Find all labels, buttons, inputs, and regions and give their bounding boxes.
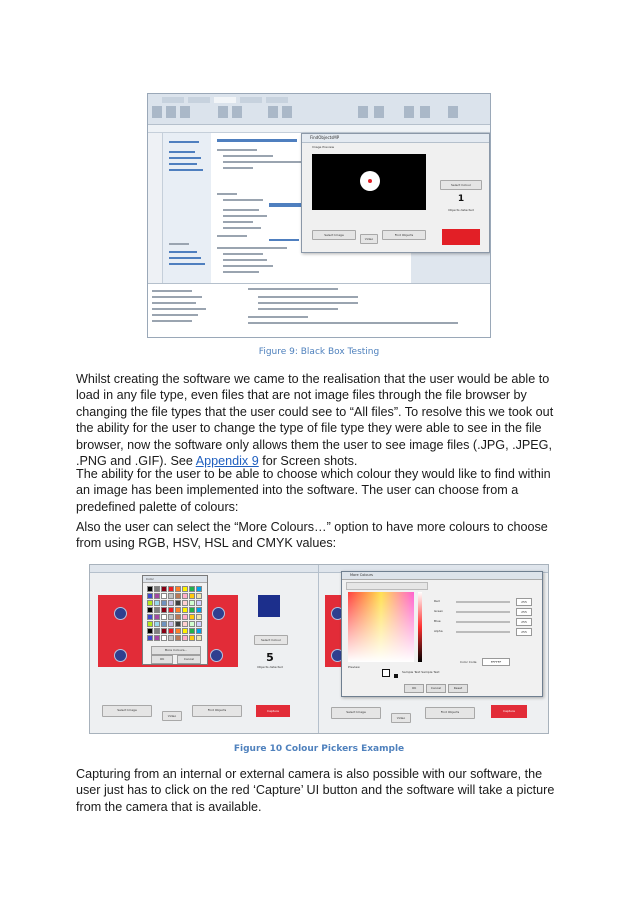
- palette-swatch[interactable]: [154, 614, 160, 620]
- ribbon-button-icon: [358, 106, 368, 118]
- sidebar-link: [169, 257, 201, 259]
- text-line: [223, 227, 261, 229]
- palette-swatch[interactable]: [196, 614, 202, 620]
- text-line: [223, 271, 259, 273]
- preview-swatch-small: [394, 674, 398, 678]
- palette-swatch[interactable]: [154, 607, 160, 613]
- palette-swatch[interactable]: [168, 628, 174, 634]
- palette-swatch[interactable]: [161, 607, 167, 613]
- select-image-button[interactable]: Select Image: [312, 230, 356, 240]
- blue-star-object: [212, 607, 225, 620]
- text-line: [217, 247, 287, 249]
- right-app-window: [318, 565, 549, 733]
- palette-swatch[interactable]: [147, 635, 153, 641]
- channel-label: Green: [434, 609, 444, 613]
- palette-swatch[interactable]: [175, 621, 181, 627]
- left-window-titlebar: [90, 565, 320, 573]
- lightness-slider[interactable]: [418, 592, 422, 662]
- text-line: [223, 215, 267, 217]
- capture-button[interactable]: [442, 229, 480, 245]
- palette-swatch[interactable]: [168, 593, 174, 599]
- right-capture-button[interactable]: Capture: [491, 705, 527, 718]
- palette-swatch[interactable]: [154, 628, 160, 634]
- text-line: [223, 221, 253, 223]
- dialog-cancel-button[interactable]: Cancel: [426, 684, 446, 693]
- colour-code-label: Color Code: [460, 660, 477, 664]
- sidebar-link: [169, 169, 203, 171]
- appendix-9-link[interactable]: Appendix 9: [195, 454, 259, 469]
- palette-swatch[interactable]: [182, 628, 188, 634]
- text-line: [223, 155, 273, 157]
- palette-swatch[interactable]: [182, 607, 188, 613]
- white-circle-shape: [360, 171, 380, 191]
- system-sidebar: [163, 133, 211, 283]
- palette-swatch[interactable]: [175, 593, 181, 599]
- channel-label: Blue: [434, 619, 441, 623]
- blue-star-object: [210, 649, 223, 662]
- palette-swatch[interactable]: [175, 607, 181, 613]
- palette-swatch[interactable]: [182, 614, 188, 620]
- left-select-image-button[interactable]: Select Image: [102, 705, 152, 717]
- palette-swatch[interactable]: [175, 600, 181, 606]
- ribbon-button-icon: [268, 106, 278, 118]
- colour-code-input[interactable]: FFFFFF: [482, 658, 510, 666]
- palette-swatch[interactable]: [196, 607, 202, 613]
- image-preview-canvas: [312, 154, 426, 210]
- ribbon-toolbar: [148, 94, 490, 125]
- select-colour-button[interactable]: Select Colour: [440, 180, 482, 190]
- sidebar-link: [169, 141, 199, 143]
- console-line: [258, 296, 358, 298]
- channel-value[interactable]: 255: [516, 598, 532, 606]
- left-select-colour-button[interactable]: Select Colour: [254, 635, 288, 645]
- left-capture-button[interactable]: Capture: [256, 705, 290, 717]
- paragraph-more-colours: Also the user can select the “More Colours…” option to have more colours to choose from using RGB, HSV, HSL and CMYK values:: [76, 520, 548, 551]
- palette-swatch[interactable]: [182, 635, 188, 641]
- palette-swatch[interactable]: [168, 614, 174, 620]
- more-colours-dialog: [341, 571, 543, 697]
- palette-swatch[interactable]: [168, 607, 174, 613]
- colour-model-tabs[interactable]: [346, 582, 428, 590]
- ribbon-button-icon: [448, 106, 458, 118]
- palette-swatch-grid: [147, 586, 203, 644]
- palette-swatch[interactable]: [189, 614, 195, 620]
- sidebar-link: [169, 163, 197, 165]
- palette-swatch[interactable]: [168, 600, 174, 606]
- right-find-objects-button[interactable]: Find Objects: [425, 707, 475, 719]
- ribbon-button-icon: [420, 106, 430, 118]
- console-line: [248, 288, 338, 290]
- palette-swatch[interactable]: [175, 586, 181, 592]
- address-bar: [148, 125, 490, 133]
- channel-slider[interactable]: [456, 611, 510, 613]
- red-detected-point: [368, 179, 372, 183]
- dialog-ok-button[interactable]: OK: [404, 684, 424, 693]
- ribbon-button-icon: [166, 106, 176, 118]
- find-objects-button[interactable]: Find Objects: [382, 230, 426, 240]
- palette-swatch[interactable]: [147, 621, 153, 627]
- right-select-image-button[interactable]: Select Image: [331, 707, 381, 719]
- palette-ok-button[interactable]: OK: [151, 655, 173, 664]
- palette-swatch[interactable]: [147, 586, 153, 592]
- palette-cancel-button[interactable]: Cancel: [177, 655, 201, 664]
- text-line: [223, 199, 263, 201]
- window-title: FindObjectsMP: [310, 135, 340, 140]
- paragraph-colour-choice: The ability for the user to be able to choose which colour they would like to find within an image has been implemented into the software. The user can choose from a predefined palette of colours:: [76, 467, 551, 514]
- image-preview-label: Image Preview: [312, 145, 335, 149]
- selected-colour-swatch: [258, 595, 280, 617]
- text-line: [217, 149, 257, 151]
- figure-10-caption: Figure 10 Colour Pickers Example: [233, 744, 405, 754]
- figure-10-screenshot: [89, 564, 549, 734]
- ribbon-tab: [188, 97, 210, 103]
- channel-label: Alpha: [434, 629, 443, 633]
- left-app-window: [90, 565, 320, 733]
- channel-slider[interactable]: [456, 631, 510, 633]
- palette-swatch[interactable]: [147, 628, 153, 634]
- palette-swatch[interactable]: [182, 593, 188, 599]
- object-count: 1: [457, 194, 465, 204]
- palette-swatch[interactable]: [196, 628, 202, 634]
- palette-swatch[interactable]: [182, 586, 188, 592]
- window-titlebar: [302, 134, 489, 143]
- ribbon-tab: [162, 97, 184, 103]
- palette-swatch[interactable]: [182, 621, 188, 627]
- paragraph-file-types-tail: for Screen shots.: [262, 454, 358, 469]
- console-line: [248, 316, 308, 318]
- channel-value[interactable]: 255: [516, 618, 532, 626]
- console-line: [258, 302, 358, 304]
- left-objects-detected-label: Objects detected: [257, 665, 283, 669]
- dialog-reset-button[interactable]: Reset: [448, 684, 468, 693]
- text-line: [223, 161, 307, 163]
- ribbon-button-icon: [218, 106, 228, 118]
- ribbon-button-icon: [282, 106, 292, 118]
- text-link: [269, 239, 299, 241]
- left-find-objects-button[interactable]: Find Objects: [192, 705, 242, 717]
- preview-label: Preview: [348, 665, 360, 669]
- more-colours-dialog-title: More Colours: [342, 572, 542, 580]
- palette-title: Color: [143, 576, 207, 583]
- ribbon-button-icon: [374, 106, 384, 118]
- palette-swatch[interactable]: [196, 586, 202, 592]
- ribbon-tab: [240, 97, 262, 103]
- ribbon-button-icon: [152, 106, 162, 118]
- channel-row: [434, 608, 538, 616]
- palette-swatch[interactable]: [161, 600, 167, 606]
- ribbon-button-icon: [404, 106, 414, 118]
- paragraph-camera-capture: Capturing from an internal or external camera is also possible with our software, the user just has to click on the red ‘Capture’ UI button and the software will take a picture from the camera that is available.: [76, 767, 555, 814]
- console-line: [258, 308, 338, 310]
- palette-swatch[interactable]: [189, 600, 195, 606]
- channel-value[interactable]: 255: [516, 628, 532, 636]
- sidebar-link: [169, 157, 201, 159]
- palette-swatch[interactable]: [175, 614, 181, 620]
- console-line: [152, 308, 206, 310]
- left-video-button[interactable]: Video: [162, 711, 182, 721]
- ribbon-button-icon: [232, 106, 242, 118]
- channel-row: [434, 628, 538, 636]
- objects-detected-label: Objects detected: [448, 208, 474, 212]
- text-line: [223, 209, 259, 211]
- palette-swatch[interactable]: [161, 635, 167, 641]
- palette-swatch[interactable]: [196, 600, 202, 606]
- colour-palette-popup: [142, 575, 208, 665]
- paragraph-file-types: [76, 371, 562, 469]
- palette-swatch[interactable]: [147, 614, 153, 620]
- matlab-console: [148, 283, 490, 338]
- console-line: [248, 322, 458, 324]
- ribbon-tab: [266, 97, 288, 103]
- figure-9-screenshot: [147, 93, 491, 338]
- text-line: [223, 265, 273, 267]
- console-line: [152, 314, 198, 316]
- palette-swatch[interactable]: [154, 635, 160, 641]
- console-line: [152, 290, 192, 292]
- blue-star-object: [114, 649, 127, 662]
- video-button[interactable]: Video: [360, 234, 378, 244]
- right-video-button[interactable]: Video: [391, 713, 411, 723]
- text-line: [217, 235, 247, 237]
- palette-swatch[interactable]: [168, 635, 174, 641]
- channel-row: [434, 598, 538, 606]
- palette-swatch[interactable]: [175, 635, 181, 641]
- palette-swatch[interactable]: [161, 628, 167, 634]
- preview-swatch-black: [382, 669, 390, 677]
- palette-swatch[interactable]: [189, 586, 195, 592]
- colour-spectrum[interactable]: [348, 592, 414, 662]
- find-objects-window: [301, 133, 490, 253]
- palette-swatch[interactable]: [147, 593, 153, 599]
- palette-swatch[interactable]: [154, 586, 160, 592]
- channel-slider[interactable]: [456, 621, 510, 623]
- palette-swatch[interactable]: [189, 635, 195, 641]
- heading-line: [217, 139, 297, 142]
- palette-swatch[interactable]: [147, 600, 153, 606]
- figure-9-caption: Figure 9: Black Box Testing: [258, 347, 380, 357]
- sidebar-link: [169, 151, 195, 153]
- sidebar-link: [169, 251, 197, 253]
- ribbon-button-icon: [180, 106, 190, 118]
- text-line: [223, 253, 263, 255]
- sidebar-link: [169, 243, 189, 245]
- palette-swatch[interactable]: [154, 593, 160, 599]
- palette-swatch[interactable]: [182, 600, 188, 606]
- console-line: [152, 296, 202, 298]
- palette-swatch[interactable]: [168, 621, 174, 627]
- palette-swatch[interactable]: [161, 593, 167, 599]
- channel-label: Red: [434, 599, 440, 603]
- console-line: [152, 302, 196, 304]
- blue-star-object: [114, 607, 127, 620]
- file-tree-pane: [148, 133, 163, 283]
- palette-swatch[interactable]: [189, 628, 195, 634]
- palette-swatch[interactable]: [161, 614, 167, 620]
- preview-sample-text: Sample Text Sample Text: [402, 670, 440, 674]
- palette-swatch[interactable]: [168, 586, 174, 592]
- channel-rows: [434, 598, 538, 648]
- left-object-count: 5: [266, 651, 274, 664]
- ribbon-tab-active: [214, 97, 236, 103]
- sidebar-link: [169, 263, 205, 265]
- palette-swatch[interactable]: [175, 628, 181, 634]
- text-line: [223, 167, 253, 169]
- more-colours-button[interactable]: More Colours...: [151, 646, 201, 655]
- palette-swatch[interactable]: [196, 593, 202, 599]
- channel-value[interactable]: 255: [516, 608, 532, 616]
- palette-swatch[interactable]: [154, 621, 160, 627]
- palette-swatch[interactable]: [196, 621, 202, 627]
- palette-swatch[interactable]: [154, 600, 160, 606]
- palette-swatch[interactable]: [189, 607, 195, 613]
- palette-swatch[interactable]: [161, 586, 167, 592]
- console-line: [152, 320, 192, 322]
- palette-swatch[interactable]: [147, 607, 153, 613]
- palette-swatch[interactable]: [189, 621, 195, 627]
- palette-swatch[interactable]: [189, 593, 195, 599]
- text-line: [223, 259, 267, 261]
- channel-slider[interactable]: [456, 601, 510, 603]
- paragraph-file-types-text: Whilst creating the software we came to the realisation that the user would be able to load in any file type, even files that are not image files through the file browser by changing the file types that the user could see to “All files”. To resolve this we took out the ability for the user to change the type of file type they were able to see in the file browser, now the software only allows them the user to see image files (.JPG, .JPEG, .PNG and .GIF). See: [76, 372, 554, 469]
- channel-row: [434, 618, 538, 626]
- palette-swatch[interactable]: [161, 621, 167, 627]
- palette-swatch[interactable]: [196, 635, 202, 641]
- text-line: [217, 193, 237, 195]
